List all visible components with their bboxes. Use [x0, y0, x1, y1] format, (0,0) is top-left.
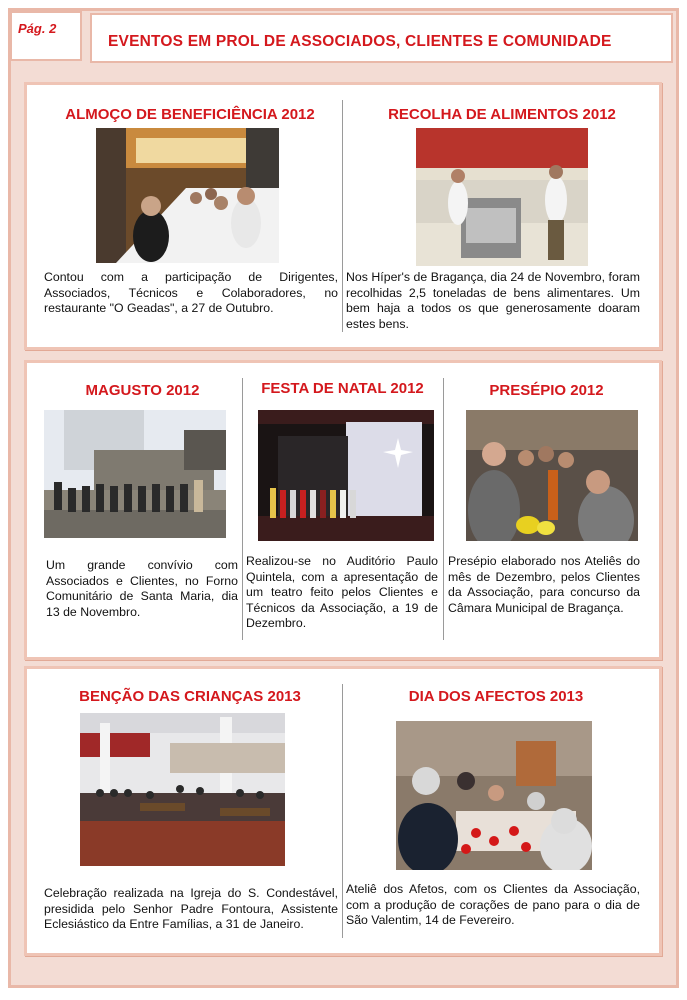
- column-divider: [443, 378, 444, 640]
- photo-magusto: [44, 410, 226, 538]
- photo-natal: [258, 410, 434, 541]
- event-text-natal: Realizou-se no Auditório Paulo Quintela, com a apresentação de um teatro feito pelos Clientes e Técnicos da Associação, a 19 de Dezembro.: [246, 554, 438, 630]
- event-text-magusto: Um grande convívio com Associados e Clientes, no Forno Comunitário de Santa Maria, dia 13 de Novembro.: [46, 558, 238, 619]
- event-title-recolha: RECOLHA DE ALIMENTOS 2012: [388, 106, 616, 123]
- event-title-magusto: MAGUSTO 2012: [85, 382, 200, 399]
- photo-almoco: [96, 128, 279, 263]
- column-divider: [242, 378, 243, 640]
- event-title-bencao: BENÇÃO DAS CRIANÇAS 2013: [79, 688, 301, 705]
- event-text-presepio: Presépio elaborado nos Ateliês do mês de Dezembro, pelos Clientes da Associação, para concurso da Câmara Municipal de Bragança.: [448, 554, 640, 615]
- event-title-almoco: ALMOÇO DE BENEFICIÊNCIA 2012: [65, 106, 315, 123]
- event-text-bencao: Celebração realizada na Igreja do S. Condestável, presidida pelo Senhor Padre Fontoura, Assistente Eclesiástico da Entre Famílias, a 31 de Janeiro.: [44, 886, 338, 931]
- event-title-afectos: DIA DOS AFECTOS 2013: [408, 688, 584, 705]
- event-text-almoco: Contou com a participação de Dirigentes, Associados, Técnicos e Colaboradores, no restaurante "O Geadas", a 27 de Outubro.: [44, 270, 338, 315]
- event-text-afectos: Ateliê dos Afetos, com os Clientes da Associação, com a produção de corações de pano para o dia de São Valentim, 14 de Fevereiro.: [346, 882, 640, 927]
- photo-presepio: [466, 410, 638, 541]
- photo-afectos: [396, 721, 592, 870]
- column-divider: [342, 100, 343, 332]
- page-number-label: Pág. 2: [10, 11, 82, 61]
- event-title-natal: FESTA DE NATAL 2012: [261, 380, 424, 397]
- photo-bencao: [80, 713, 285, 866]
- event-text-recolha: Nos Híper's de Bragança, dia 24 de Novembro, foram recolhidas 2,5 toneladas de bens alimentares. Um bem haja a todos os que generosamente doaram estes bens.: [346, 270, 640, 331]
- page-title: EVENTOS EM PROL DE ASSOCIADOS, CLIENTES E COMUNIDADE: [90, 13, 673, 63]
- column-divider: [342, 684, 343, 938]
- event-title-presepio: PRESÉPIO 2012: [489, 382, 604, 399]
- photo-recolha: [416, 128, 588, 266]
